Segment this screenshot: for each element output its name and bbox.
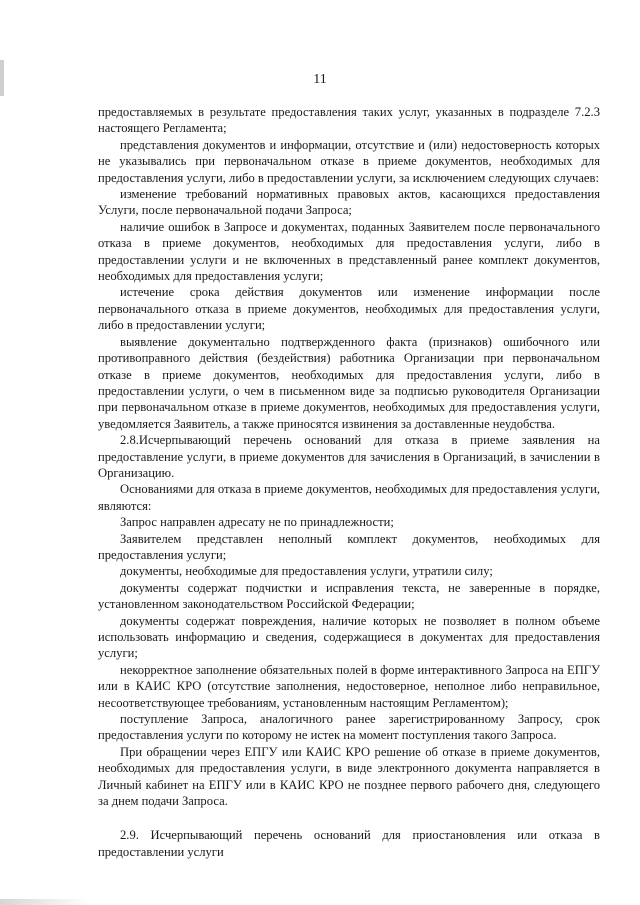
section-heading-2-8: 2.8.Исчерпывающий перечень оснований для отказа в приеме заявления на предоставление услуги, в приеме документов для зачисления в Организаций, в зачислении в Организацию. (98, 433, 600, 480)
paragraph: предоставляемых в результате предоставления таких услуг, указанных в подразделе 7.2.3 настоящего Регламента; (98, 105, 600, 136)
page-body (98, 104, 600, 860)
paragraph: При обращении через ЕПГУ или КАИС КРО решение об отказе в приеме документов, необходимых для предоставления услуги, в виде электронного документа направляется в Личный кабинет на ЕПГУ или в КАИС КРО не позднее первого рабочего дня, следующего за днем подачи Запроса. (98, 744, 600, 809)
scan-bottom-mark (0, 899, 90, 905)
list-item: Запрос направлен адресату не по принадлежности; (120, 515, 394, 530)
section-heading-2-9: 2.9. Исчерпывающий перечень оснований для приостановления или отказа в предоставлении услуги (98, 828, 600, 859)
list-item: некорректное заполнение обязательных полей в форме интерактивного Запроса на ЕПГУ или в КАИС КРО (отсутствие заполнения, недостоверное, неполное либо неправильное, несоответствующее требованиям, установленным настоящим Регламентом); (98, 662, 600, 710)
list-item: поступление Запроса, аналогичного ранее зарегистрированному Запросу, срок предоставления услуги по которому не истек на момент поступления такого Запроса. (98, 712, 600, 743)
list-item: документы содержат повреждения, наличие которых не позволяет в полном объеме использовать информацию и сведения, содержащиеся в документах для предоставления услуги; (98, 613, 600, 661)
paragraph: Основаниями для отказа в приеме документов, необходимых для предоставления услуги, являются: (98, 482, 600, 513)
paragraph: представления документов и информации, отсутствие и (или) недостоверность которых не указывались при первоначальном отказе в приеме документов, необходимых для предоставления услуги, либо в предоставлении услуги, за исключением следующих случаев: (98, 137, 600, 185)
paragraph: изменение требований нормативных правовых актов, касающихся предоставления Услуги, после первоначальной подачи Запроса; (98, 187, 600, 218)
page-number: 11 (313, 72, 327, 87)
paragraph: наличие ошибок в Запросе и документах, поданных Заявителем после первоначального отказа в приеме документов, необходимых для предоставления услуги, либо в предоставлении услуги и не включенных в представленный ранее комплект документов, необходимых для предоставления услуги; (98, 219, 600, 284)
paragraph: истечение срока действия документов или изменение информации после первоначального отказа в приеме документов, необходимых для предоставления услуги, либо в предоставлении услуги; (98, 285, 600, 333)
list-item: документы, необходимые для предоставления услуги, утратили силу; (120, 564, 493, 579)
paragraph: выявление документально подтвержденного факта (признаков) ошибочного или противоправного действия (бездействия) работника Организации при первоначальном отказе в приеме документов, необходимых для предоставления услуги, либо в предоставлении услуги, о чем в письменном виде за подписью руководителя Организации при первоначальном отказе в приеме документов, необходимых для предоставления услуги, уведомляется Заявитель, а также приносятся извинения за доставленные неудобства. (98, 334, 600, 431)
list-item: Заявителем представлен неполный комплект документов, необходимых для предоставления услуги; (98, 531, 600, 562)
list-item: документы содержат подчистки и исправления текста, не заверенные в порядке, установленном законодательством Российской Федерации; (98, 580, 600, 612)
